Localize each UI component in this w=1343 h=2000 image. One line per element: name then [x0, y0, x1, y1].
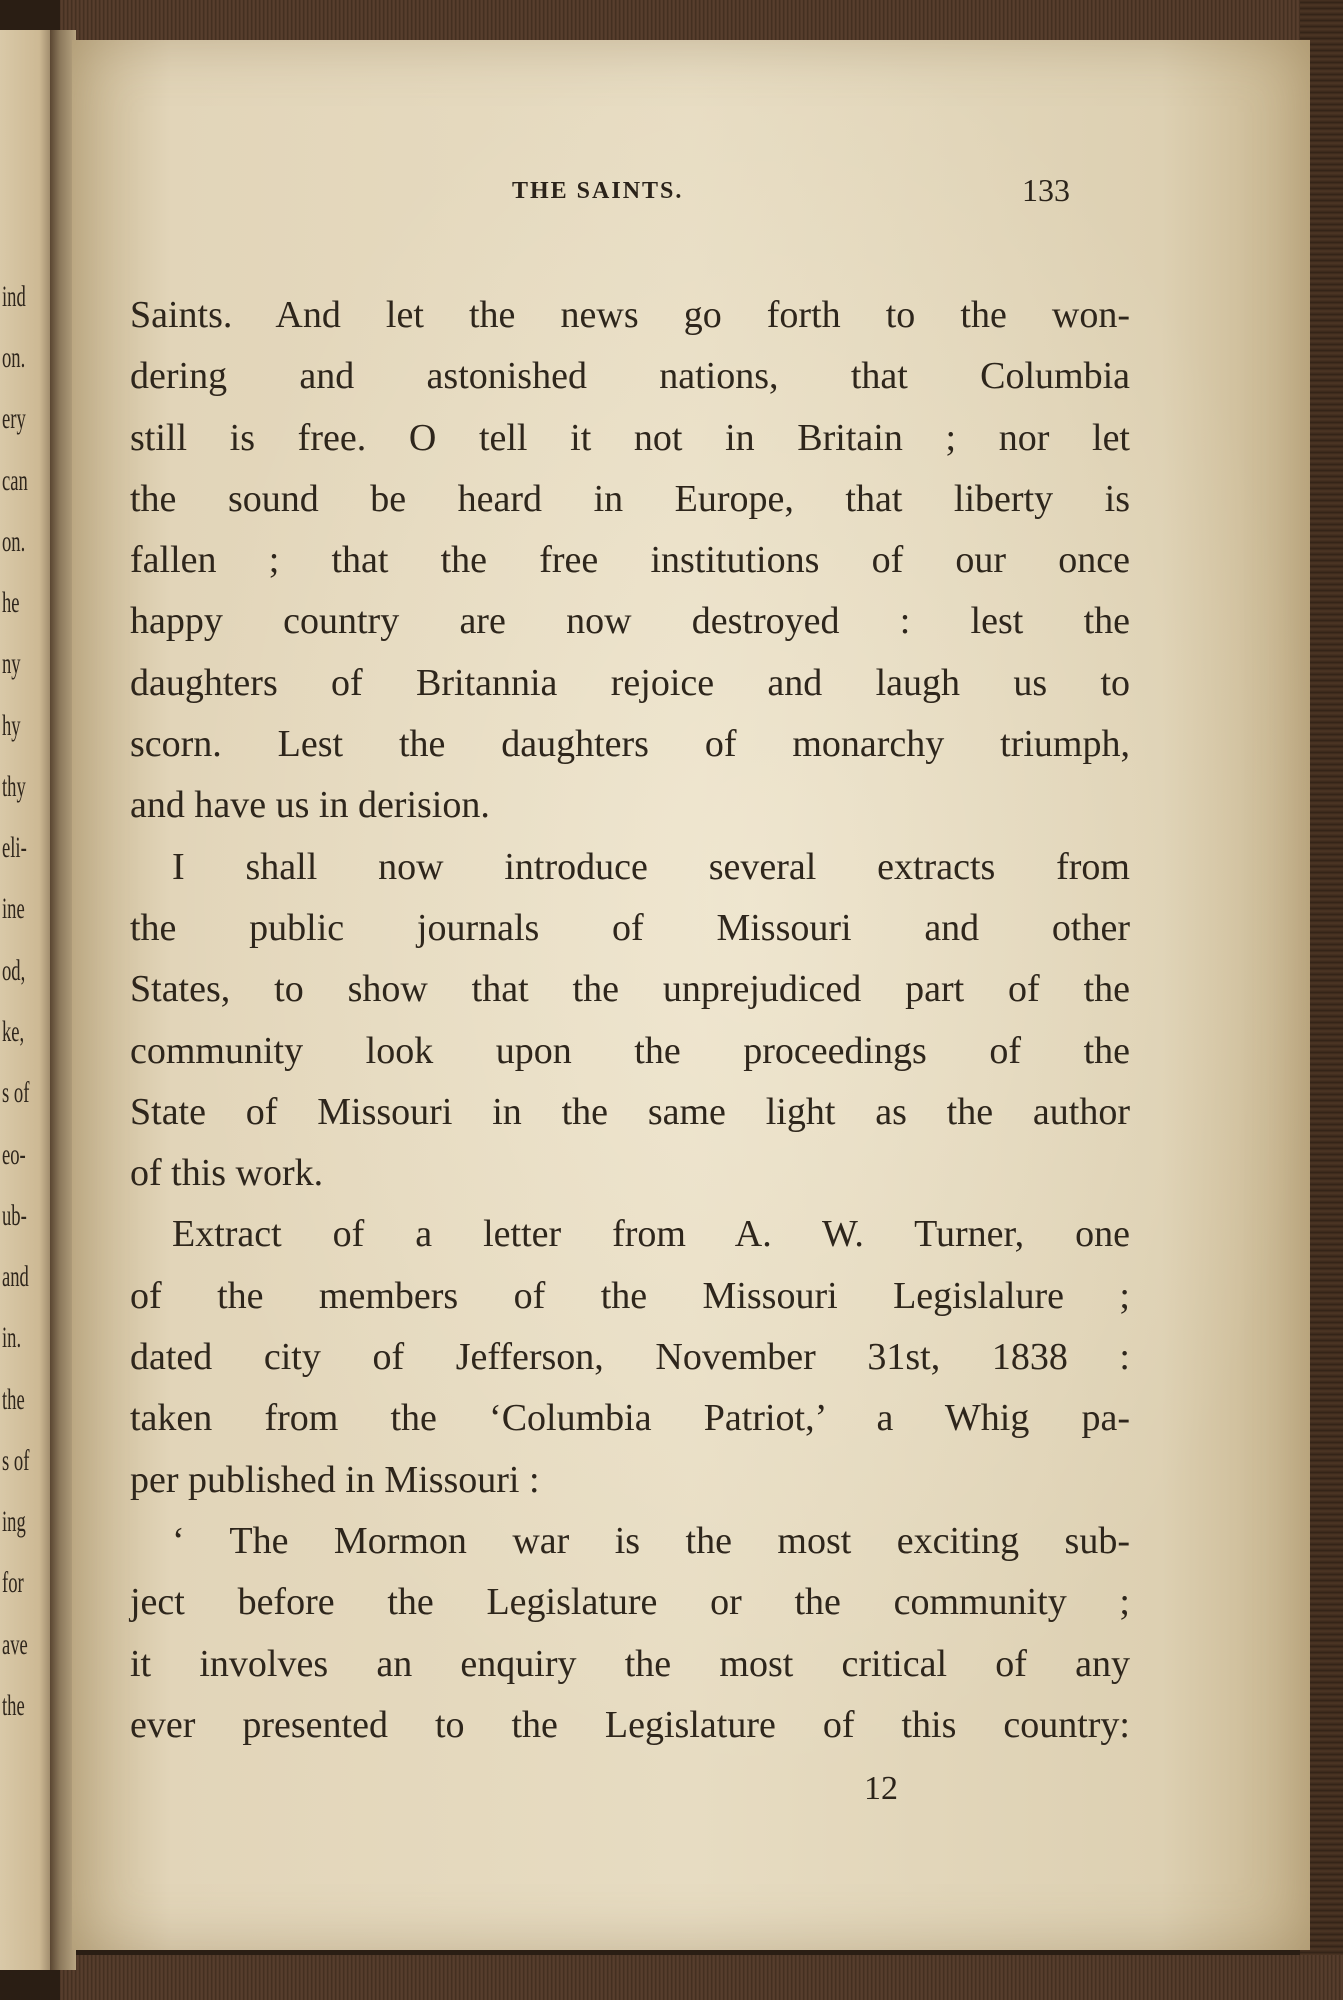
- facing-page-fragment: on.: [2, 341, 26, 374]
- text-line: community look upon the proceedings of the: [130, 1029, 1130, 1072]
- text-line: per published in Missouri :: [130, 1458, 540, 1501]
- facing-page-fragment: ub-: [2, 1199, 27, 1232]
- text-line: dering and astonished nations, that Columbia: [130, 355, 1130, 398]
- text-line: taken from the ‘Columbia Patriot,’ a Whig pa-: [130, 1397, 1130, 1440]
- text-line: it involves an enquiry the most critical of any: [130, 1642, 1130, 1685]
- running-head: THE SAINTS.: [512, 178, 684, 204]
- facing-page-fragment: the: [2, 1383, 25, 1416]
- facing-page-fragment: hy: [2, 709, 21, 742]
- facing-page-fragment: ery: [2, 402, 26, 435]
- facing-page-fragment: ine: [2, 892, 25, 925]
- facing-page-fragment: on.: [2, 525, 26, 558]
- facing-page-fragment: od,: [2, 954, 26, 987]
- text-line: State of Missouri in the same light as the author: [130, 1090, 1130, 1133]
- signature-mark: 12: [864, 1770, 898, 1807]
- facing-page-fragment: for: [2, 1566, 24, 1599]
- text-line: the sound be heard in Europe, that liberty is: [130, 477, 1130, 520]
- text-line: and have us in derision.: [130, 784, 490, 827]
- facing-page-fragment: thy: [2, 770, 26, 803]
- facing-page-fragment: s of: [2, 1444, 30, 1477]
- text-line: States, to show that the unprejudiced part of the: [130, 968, 1130, 1011]
- text-line: of the members of the Missouri Legislalure ;: [130, 1274, 1130, 1317]
- text-line: I shall now introduce several extracts from: [172, 845, 1130, 888]
- facing-page-fragment: he: [2, 586, 20, 619]
- facing-page-fragment: s of: [2, 1076, 30, 1109]
- facing-page-fragment: ny: [2, 647, 21, 680]
- book-cover-bottom: [60, 1955, 1343, 2000]
- facing-page-fragment: in.: [2, 1321, 22, 1354]
- facing-page-edge: [0, 30, 56, 1970]
- page-header: [72, 172, 1310, 228]
- text-line: Extract of a letter from A. W. Turner, one: [172, 1213, 1130, 1256]
- text-line: still is free. O tell it not in Britain ; nor let: [130, 416, 1130, 459]
- facing-page-fragment: ing: [2, 1505, 26, 1538]
- text-line: happy country are now destroyed : lest the: [130, 600, 1130, 643]
- facing-page-fragment: ind: [2, 280, 26, 313]
- facing-page-fragment: can: [2, 464, 28, 497]
- text-line: ject before the Legislature or the community ;: [130, 1581, 1130, 1624]
- text-line: the public journals of Missouri and other: [130, 906, 1130, 949]
- text-line: Saints. And let the news go forth to the won-: [130, 294, 1130, 336]
- text-line: ever presented to the Legislature of this country:: [130, 1703, 1130, 1746]
- text-line: ‘ The Mormon war is the most exciting sub-: [172, 1519, 1130, 1562]
- text-line: daughters of Britannia rejoice and laugh us to: [130, 661, 1130, 704]
- text-line: of this work.: [130, 1152, 324, 1195]
- facing-page-fragment: ke,: [2, 1015, 25, 1048]
- text-line: fallen ; that the free institutions of our once: [130, 539, 1130, 582]
- book-page: [72, 40, 1310, 1950]
- facing-page-fragment: the: [2, 1689, 25, 1722]
- facing-page-fragment: and: [2, 1260, 29, 1293]
- facing-page-fragment: eo-: [2, 1138, 26, 1171]
- page-body: [130, 285, 1130, 1756]
- facing-page-fragment: ave: [2, 1628, 28, 1661]
- text-line: scorn. Lest the daughters of monarchy triumph,: [130, 723, 1130, 766]
- text-line: dated city of Jefferson, November 31st, 1838 :: [130, 1336, 1130, 1379]
- facing-page-fragment: eli-: [2, 831, 27, 864]
- page-number: 133: [1022, 172, 1070, 208]
